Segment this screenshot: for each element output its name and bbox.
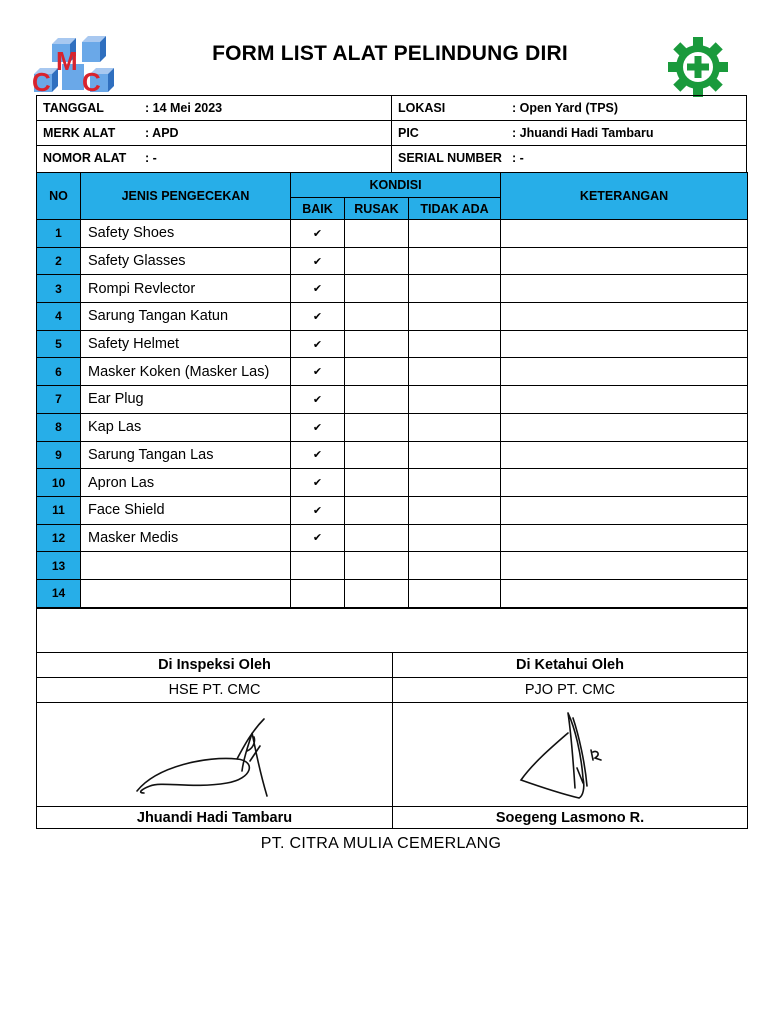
- inspector-role: HSE PT. CMC: [37, 678, 393, 703]
- page-title: FORM LIST ALAT PELINDUNG DIRI: [212, 42, 568, 65]
- tidak-ada-cell: [409, 330, 501, 358]
- tidak-ada-cell: [409, 386, 501, 414]
- inspector-name: Jhuandi Hadi Tambaru: [37, 807, 393, 829]
- rusak-cell: [345, 413, 409, 441]
- baik-cell: [291, 579, 345, 607]
- keterangan-cell: [501, 496, 748, 524]
- logo-letter-m: M: [56, 46, 78, 76]
- tidak-ada-cell: [409, 275, 501, 303]
- rusak-cell: [345, 220, 409, 248]
- keterangan-cell: [501, 220, 748, 248]
- inspected-by-heading: Di Inspeksi Oleh: [37, 653, 393, 678]
- table-row: [37, 579, 748, 607]
- tidak-ada-cell: [409, 524, 501, 552]
- rusak-cell: [345, 275, 409, 303]
- baik-cell: ✔: [291, 386, 345, 414]
- info-row-tanggal: [37, 96, 746, 121]
- tanggal-value: : 14 Mei 2023: [145, 101, 223, 115]
- baik-cell: [291, 552, 345, 580]
- inspector-signature: [132, 711, 282, 801]
- item-name: Safety Helmet: [81, 330, 291, 358]
- rusak-cell: [345, 579, 409, 607]
- green-cross-gear-icon: [664, 36, 732, 98]
- table-row: [37, 303, 748, 331]
- pic-label: PIC: [398, 126, 419, 140]
- header-baik: BAIK: [291, 198, 345, 220]
- merk-value: : APD: [145, 126, 179, 140]
- rusak-cell: [345, 524, 409, 552]
- baik-cell: ✔: [291, 358, 345, 386]
- lokasi-label: LOKASI: [398, 101, 446, 115]
- baik-cell: ✔: [291, 330, 345, 358]
- row-number: 12: [37, 524, 81, 552]
- row-number: 7: [37, 386, 81, 414]
- table-row: [37, 413, 748, 441]
- checklist-table: [36, 172, 748, 608]
- blank-row: [37, 609, 748, 653]
- info-block: [36, 95, 747, 173]
- rusak-cell: [345, 441, 409, 469]
- item-name: Masker Medis: [81, 524, 291, 552]
- logo-letter-c1: C: [32, 67, 51, 96]
- acknowledger-signature: [513, 708, 623, 803]
- tidak-ada-cell: [409, 552, 501, 580]
- row-number: 9: [37, 441, 81, 469]
- baik-cell: ✔: [291, 275, 345, 303]
- row-number: 1: [37, 220, 81, 248]
- table-row: [37, 247, 748, 275]
- row-number: 8: [37, 413, 81, 441]
- baik-cell: ✔: [291, 469, 345, 497]
- cmc-logo: [30, 34, 118, 96]
- row-number: 2: [37, 247, 81, 275]
- keterangan-cell: [501, 275, 748, 303]
- rusak-cell: [345, 469, 409, 497]
- table-row: [37, 469, 748, 497]
- keterangan-cell: [501, 303, 748, 331]
- table-row: [37, 552, 748, 580]
- item-name: Safety Glasses: [81, 247, 291, 275]
- tidak-ada-cell: [409, 358, 501, 386]
- rusak-cell: [345, 552, 409, 580]
- keterangan-cell: [501, 386, 748, 414]
- header-tidak-ada: TIDAK ADA: [409, 198, 501, 220]
- keterangan-cell: [501, 579, 748, 607]
- table-row: [37, 358, 748, 386]
- keterangan-cell: [501, 358, 748, 386]
- rusak-cell: [345, 386, 409, 414]
- header-kondisi: KONDISI: [291, 173, 501, 198]
- item-name: Safety Shoes: [81, 220, 291, 248]
- baik-cell: ✔: [291, 496, 345, 524]
- header-rusak: RUSAK: [345, 198, 409, 220]
- signature-table: [36, 608, 748, 829]
- header-jenis: JENIS PENGECEKAN: [81, 173, 291, 220]
- merk-label: MERK ALAT: [43, 126, 116, 140]
- row-number: 6: [37, 358, 81, 386]
- tidak-ada-cell: [409, 413, 501, 441]
- row-number: 3: [37, 275, 81, 303]
- row-number: 13: [37, 552, 81, 580]
- baik-cell: ✔: [291, 524, 345, 552]
- acknowledged-by-heading: Di Ketahui Oleh: [393, 653, 748, 678]
- pic-value: : Jhuandi Hadi Tambaru: [512, 126, 654, 140]
- row-number: 14: [37, 579, 81, 607]
- tanggal-label: TANGGAL: [43, 101, 104, 115]
- nomor-value: : -: [145, 151, 157, 165]
- acknowledger-signature-cell: [393, 703, 748, 807]
- table-row: [37, 330, 748, 358]
- header-no: NO: [37, 173, 81, 220]
- tidak-ada-cell: [409, 441, 501, 469]
- item-name: [81, 552, 291, 580]
- serial-label: SERIAL NUMBER: [398, 151, 502, 165]
- tidak-ada-cell: [409, 469, 501, 497]
- rusak-cell: [345, 303, 409, 331]
- table-row: [37, 496, 748, 524]
- header-keterangan: KETERANGAN: [501, 173, 748, 220]
- row-number: 10: [37, 469, 81, 497]
- info-row-merk: [37, 121, 746, 146]
- item-name: [81, 579, 291, 607]
- item-name: Face Shield: [81, 496, 291, 524]
- table-row: [37, 275, 748, 303]
- item-name: Masker Koken (Masker Las): [81, 358, 291, 386]
- baik-cell: ✔: [291, 413, 345, 441]
- row-number: 5: [37, 330, 81, 358]
- nomor-label: NOMOR ALAT: [43, 151, 127, 165]
- inspector-signature-cell: [37, 703, 393, 807]
- baik-cell: ✔: [291, 303, 345, 331]
- rusak-cell: [345, 247, 409, 275]
- baik-cell: ✔: [291, 441, 345, 469]
- rusak-cell: [345, 330, 409, 358]
- item-name: Ear Plug: [81, 386, 291, 414]
- acknowledger-role: PJO PT. CMC: [393, 678, 748, 703]
- table-row: [37, 524, 748, 552]
- keterangan-cell: [501, 469, 748, 497]
- keterangan-cell: [501, 552, 748, 580]
- rusak-cell: [345, 496, 409, 524]
- item-name: Kap Las: [81, 413, 291, 441]
- lokasi-value: : Open Yard (TPS): [512, 101, 619, 115]
- tidak-ada-cell: [409, 303, 501, 331]
- rusak-cell: [345, 358, 409, 386]
- baik-cell: ✔: [291, 247, 345, 275]
- keterangan-cell: [501, 413, 748, 441]
- keterangan-cell: [501, 441, 748, 469]
- keterangan-cell: [501, 524, 748, 552]
- baik-cell: ✔: [291, 220, 345, 248]
- item-name: Apron Las: [81, 469, 291, 497]
- tidak-ada-cell: [409, 220, 501, 248]
- keterangan-cell: [501, 247, 748, 275]
- info-row-nomor: [37, 146, 746, 171]
- tidak-ada-cell: [409, 496, 501, 524]
- table-row: [37, 441, 748, 469]
- item-name: Sarung Tangan Las: [81, 441, 291, 469]
- row-number: 4: [37, 303, 81, 331]
- item-name: Rompi Revlector: [81, 275, 291, 303]
- table-row: [37, 220, 748, 248]
- item-name: Sarung Tangan Katun: [81, 303, 291, 331]
- keterangan-cell: [501, 330, 748, 358]
- tidak-ada-cell: [409, 247, 501, 275]
- logo-letter-c2: C: [82, 67, 101, 96]
- tidak-ada-cell: [409, 579, 501, 607]
- acknowledger-name: Soegeng Lasmono R.: [393, 807, 748, 829]
- row-number: 11: [37, 496, 81, 524]
- table-row: [37, 386, 748, 414]
- serial-value: : -: [512, 151, 524, 165]
- company-footer: PT. CITRA MULIA CEMERLANG: [260, 835, 502, 852]
